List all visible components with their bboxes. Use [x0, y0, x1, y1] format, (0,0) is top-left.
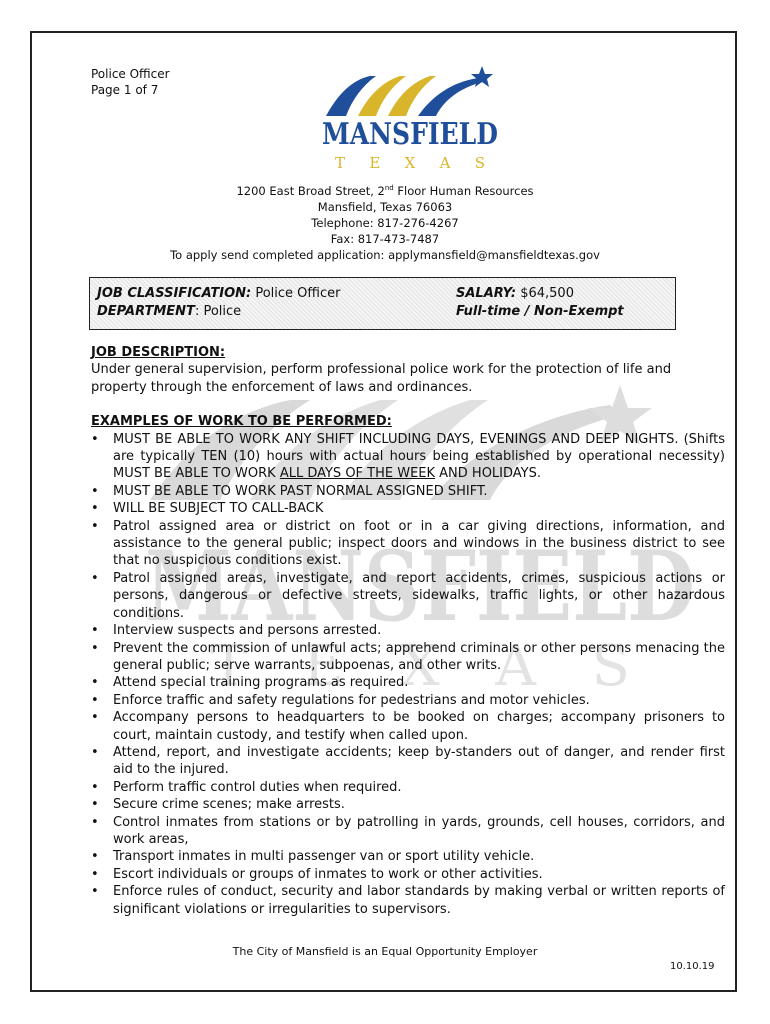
job-info-box: [89, 277, 676, 330]
address-block: [100, 180, 670, 263]
telephone: Telephone: 817-276-4267: [311, 215, 459, 230]
mansfield-logo: [318, 64, 502, 176]
job-description-heading: JOB DESCRIPTION:: [91, 345, 226, 360]
list-item: • Enforce traffic and safety regulations for pedestrians and motor vehicles.: [91, 692, 590, 708]
list-item: • Secure crime scenes; make arrests.: [91, 797, 345, 813]
svg-text:T E X A S: T E X A S: [210, 634, 630, 699]
footer-eoe: The City of Mansfield is an Equal Opportunity Employer: [232, 945, 538, 958]
document-header: [91, 66, 170, 98]
list-item: • Patrol assigned areas, investigate, and report accidents, crimes, suspicious actions or persons, dangerous or defective streets, sidewalks, traffic lights, or other hazardous conditions.: [91, 570, 725, 621]
page-number: Page 1 of 7: [91, 83, 159, 97]
list-item: • WILL BE SUBJECT TO CALL-BACK: [91, 501, 324, 517]
duties-list: [91, 431, 725, 918]
list-item: • Prevent the commission of unlawful acts; apprehend criminals or other persons menacing the general public; serve warrants, subpoenas, and other writs.: [91, 640, 725, 673]
list-item: • Enforce rules of conduct, security and labor standards by making verbal or written reports of significant violations or irregularities to supervisors.: [91, 884, 725, 917]
list-item: • MUST BE ABLE TO WORK ANY SHIFT INCLUDING DAYS, EVENINGS AND DEEP NIGHTS. (Shifts are typically TEN (10) hours with actual hours being established by operational necessity) MUST BE ABLE TO WORK ALL DAYS OF THE WEEK AND HOLIDAYS.: [91, 431, 725, 482]
svg-text:MANSFIELD: MANSFIELD: [145, 530, 695, 643]
list-item: • MUST BE ABLE TO WORK PAST NORMAL ASSIGNED SHIFT.: [91, 483, 488, 499]
list-item: • Perform traffic control duties when required.: [91, 779, 402, 795]
logo-wordmark: MANSFIELD: [322, 117, 498, 152]
footer-date: 10.10.19: [670, 961, 715, 972]
list-item: • Attend, report, and investigate accidents; keep by-standers out of danger, and render first aid to the injured.: [91, 744, 725, 778]
logo-state: T E X A S: [335, 154, 485, 172]
document-title: Police Officer: [91, 67, 170, 81]
salary: SALARY: $64,500: [456, 286, 574, 301]
fax: Fax: 817-473-7487: [330, 231, 440, 246]
employment-status: Full-time / Non-Exempt: [456, 304, 624, 319]
apply-email: To apply send completed application: applymansfield@mansfieldtexas.gov: [170, 247, 600, 262]
job-description-text: Under general supervision, perform professional police work for the protection of life and property through the enforcement of laws and ordinances.: [91, 362, 672, 395]
list-item: • Escort individuals or groups of inmates to work or other activities.: [91, 866, 543, 882]
list-item: • Accompany persons to headquarters to be booked on charges; accompany prisoners to court, maintain custody, and testify when called upon.: [91, 710, 725, 743]
job-classification: JOB CLASSIFICATION: Police Officer: [97, 286, 341, 301]
list-item: • Patrol assigned area or district on foot or in a car giving directions, information, and assistance to the general public; inspect doors and windows in the business district to see that no suspicious conditions exist.: [91, 518, 725, 569]
department: DEPARTMENT: Police: [97, 304, 242, 319]
list-item: • Attend special training programs as required.: [91, 675, 409, 691]
examples-heading: EXAMPLES OF WORK TO BE PERFORMED:: [91, 414, 392, 430]
address-line-2: Mansfield, Texas 76063: [317, 199, 453, 214]
list-item: • Transport inmates in multi passenger van or sport utility vehicle.: [91, 849, 535, 865]
list-item: • Interview suspects and persons arrested.: [91, 623, 382, 639]
address-line-1: 1200 East Broad Street, 2nd Floor Human Resources: [236, 183, 534, 198]
job-content: [91, 344, 725, 918]
list-item: • Control inmates from stations or by patrolling in yards, grounds, cell houses, corridors, and work areas,: [91, 814, 725, 847]
